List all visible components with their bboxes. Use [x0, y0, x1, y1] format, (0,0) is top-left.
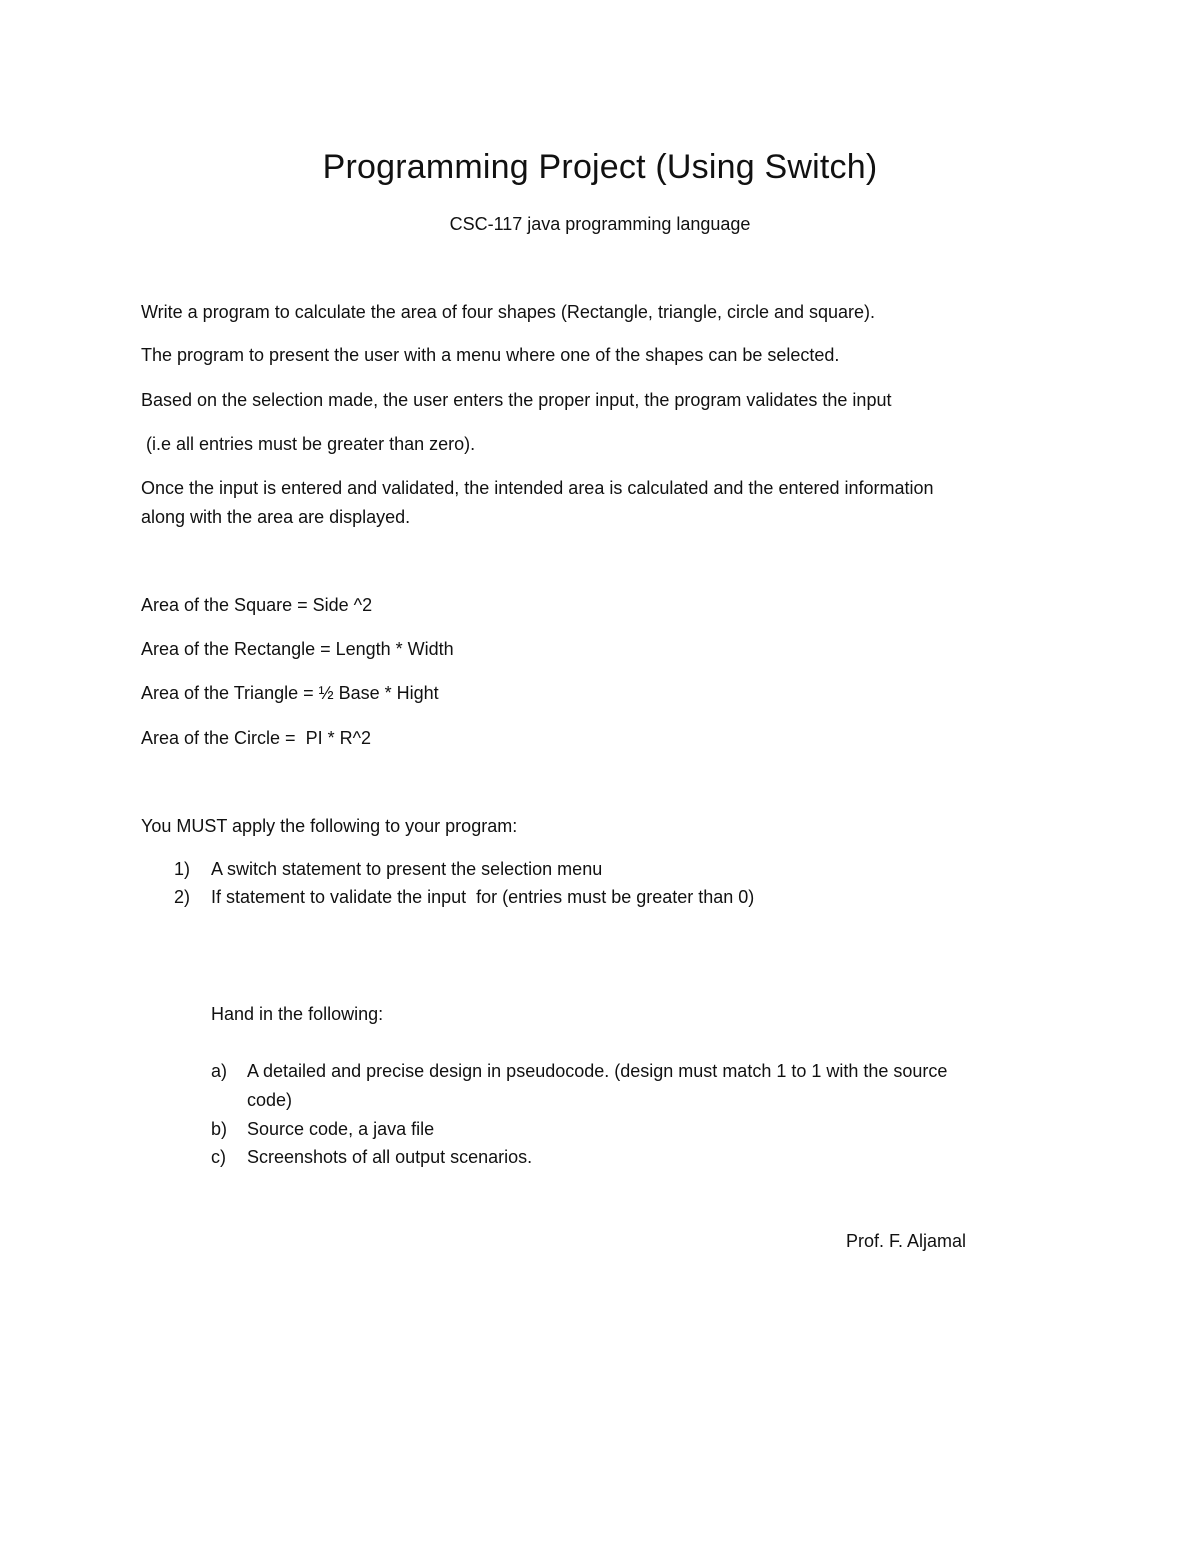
handin-marker: b) — [211, 1119, 228, 1139]
paragraph-line: (i.e all entries must be greater than zero). — [141, 434, 476, 454]
handin-text: Source code, a java file — [247, 1119, 435, 1139]
page-title: Programming Project (Using Switch) — [322, 148, 878, 186]
handin-marker: a) — [211, 1061, 228, 1081]
formula-square: Area of the Square = Side ^2 — [141, 595, 373, 615]
formula-triangle: Area of the Triangle = ½ Base * Hight — [141, 683, 439, 703]
signature: Prof. F. Aljamal — [846, 1231, 967, 1251]
requirement-text: A switch statement to present the selection menu — [211, 859, 603, 879]
handin-text: Screenshots of all output scenarios. — [247, 1147, 533, 1167]
paragraph-line: Once the input is entered and validated, the intended area is calculated and the entered information — [141, 478, 934, 498]
requirement-marker: 2) — [174, 887, 191, 907]
formula-circle: Area of the Circle = PI * R^2 — [141, 728, 372, 748]
requirements-intro: You MUST apply the following to your program: — [141, 816, 518, 836]
paragraph-line: Based on the selection made, the user enters the proper input, the program validates the input — [141, 390, 892, 410]
handin-marker: c) — [211, 1147, 226, 1167]
requirement-marker: 1) — [174, 859, 191, 879]
paragraph-line: along with the area are displayed. — [141, 507, 411, 527]
handin-intro: Hand in the following: — [211, 1004, 384, 1024]
paragraph-line: Write a program to calculate the area of four shapes (Rectangle, triangle, circle and square). — [141, 302, 876, 322]
page-subtitle: CSC-117 java programming language — [449, 214, 751, 234]
paragraph-line: The program to present the user with a menu where one of the shapes can be selected. — [141, 345, 840, 365]
formula-rectangle: Area of the Rectangle = Length * Width — [141, 639, 454, 659]
requirement-text: If statement to validate the input for (entries must be greater than 0) — [211, 887, 755, 907]
handin-text-continuation: code) — [247, 1090, 293, 1110]
handin-text: A detailed and precise design in pseudocode. (design must match 1 to 1 with the source — [247, 1061, 948, 1081]
